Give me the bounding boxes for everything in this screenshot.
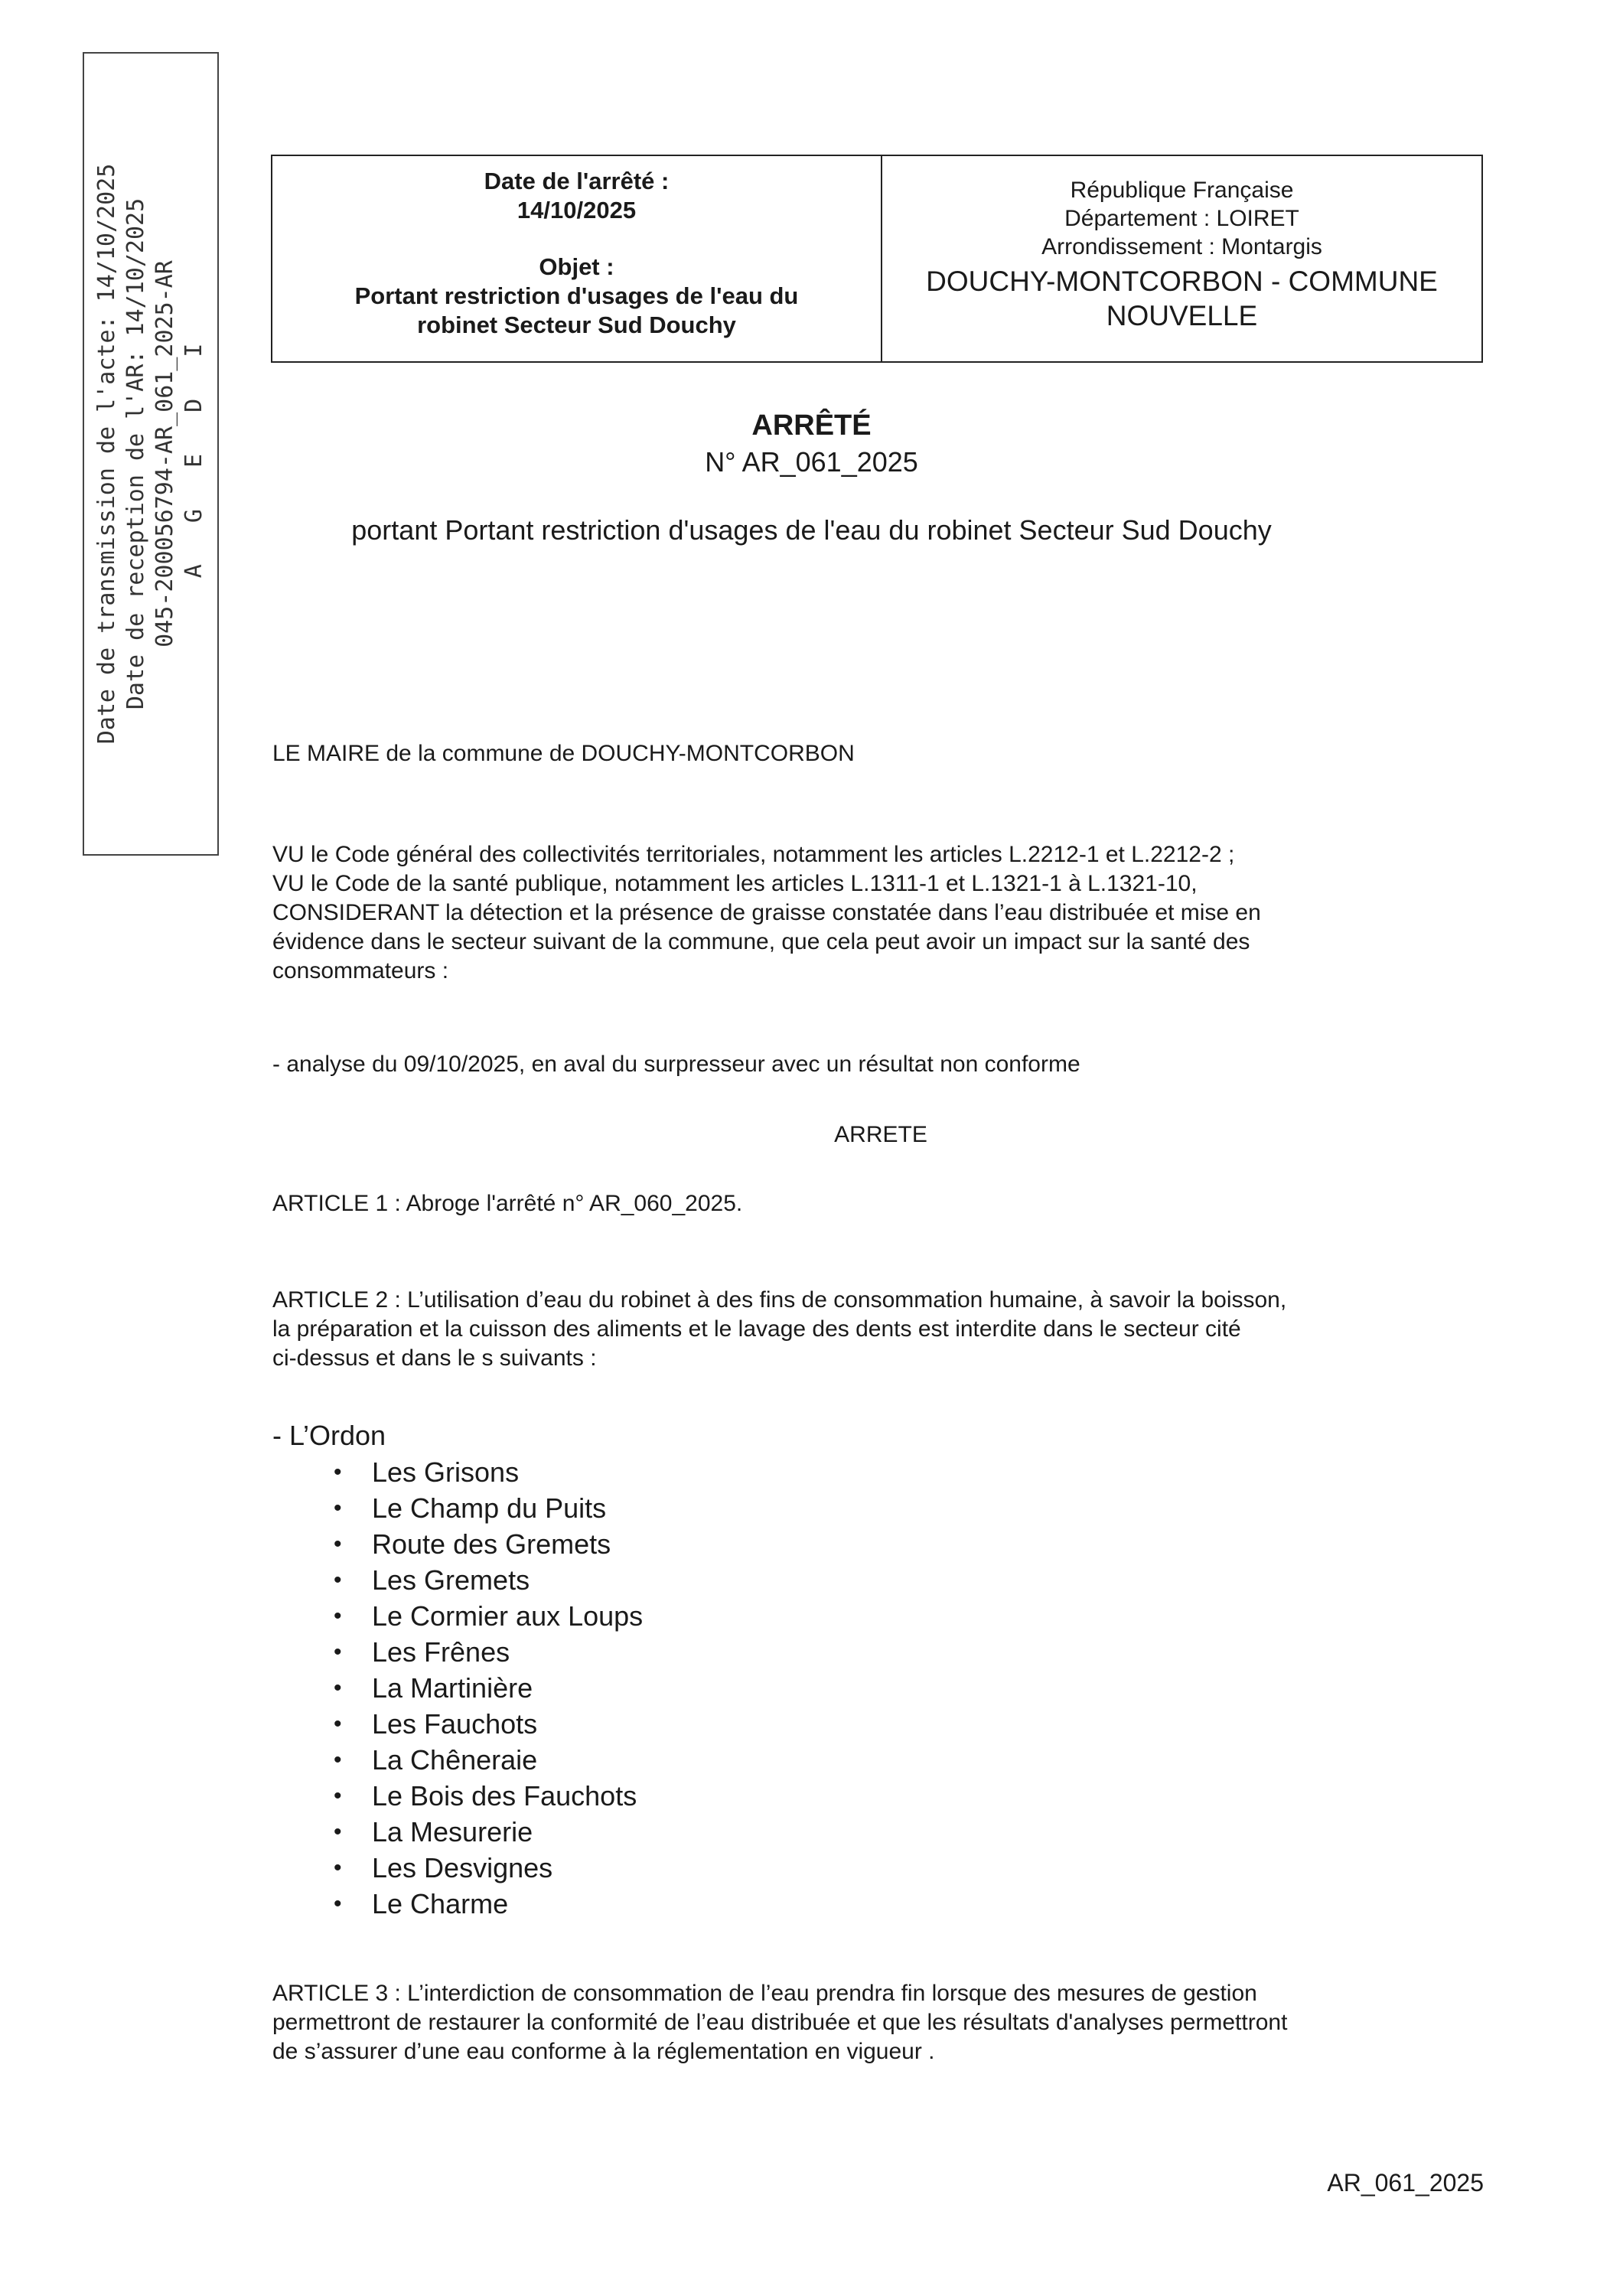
objet-label: Objet : xyxy=(539,253,614,280)
article-2-line-3: ci-dessus et dans le s suivants : xyxy=(272,1345,597,1371)
list-item: • La Mesurerie xyxy=(334,1814,643,1850)
list-item: • La Chêneraie xyxy=(334,1742,643,1778)
objet-line-2: robinet Secteur Sud Douchy xyxy=(417,311,736,338)
list-item: • Le Bois des Fauchots xyxy=(334,1778,643,1814)
header-authority xyxy=(882,156,1481,361)
article-1: ARTICLE 1 : Abroge l'arrêté n° AR_060_2025. xyxy=(272,1191,743,1216)
vu-csp: VU le Code de la santé publique, notamment les articles L.1311-1 et L.1321-1 à L.1321-10, xyxy=(272,871,1198,896)
visas-block xyxy=(272,840,1489,986)
arrondissement: Arrondissement : Montargis xyxy=(1041,234,1322,259)
arrete-heading: ARRÊTÉ xyxy=(751,409,872,442)
article-2-line-1: ARTICLE 2 : L’utilisation d’eau du robinet à des fins de consommation humaine, à savoir la boisson, xyxy=(272,1287,1287,1313)
arrete-subtitle: portant Portant restriction d'usages de l'eau du robinet Secteur Sud Douchy xyxy=(351,514,1272,546)
commune-line-2: NOUVELLE xyxy=(1106,300,1258,331)
considerant-line-1: CONSIDERANT la détection et la présence de graisse constatée dans l’eau distribuée et mise en xyxy=(272,900,1261,925)
list-item: • Les Fauchots xyxy=(334,1706,643,1742)
list-item: • Le Cormier aux Loups xyxy=(334,1598,643,1634)
page-title xyxy=(0,407,1623,481)
article-2-line-2: la préparation et la cuisson des aliments et le lavage des dents est interdite dans le secteur cité xyxy=(272,1316,1241,1342)
article-3-line-3: de s’assurer d’une eau conforme à la réglementation en vigueur . xyxy=(272,2039,935,2064)
arrete-number: N° AR_061_2025 xyxy=(705,446,918,478)
footer-reference: AR_061_2025 xyxy=(1327,2169,1484,2197)
list-item: • Les Desvignes xyxy=(334,1850,643,1886)
header-box xyxy=(271,155,1483,363)
list-item: • Les Gremets xyxy=(334,1562,643,1598)
commune-line-1: DOUCHY-MONTCORBON - COMMUNE xyxy=(926,266,1438,297)
date-label: Date de l'arrêté : xyxy=(484,168,670,194)
stamp-reception-date: Date de reception de l'AR: 14/10/2025 xyxy=(122,197,149,710)
article-3-line-1: ARTICLE 3 : L’interdiction de consommation de l’eau prendra fin lorsque des mesures de gestion xyxy=(272,1981,1257,2006)
considerant-line-2: évidence dans le secteur suivant de la commune, que cela peut avoir un impact sur la santé des xyxy=(272,929,1250,954)
arrete-word: ARRETE xyxy=(834,1122,927,1147)
stamp-act-id: 045-200056794-AR_061_2025-AR xyxy=(152,260,178,647)
vu-cgct: VU le Code général des collectivités territoriales, notamment les articles L.2212-1 et L.2212-2 ; xyxy=(272,842,1235,867)
considerant-line-3: consommateurs : xyxy=(272,958,449,983)
article-2 xyxy=(272,1286,1489,1373)
header-date-objet xyxy=(272,156,882,361)
departement: Département : LOIRET xyxy=(1064,206,1299,231)
list-item: • Les Grisons xyxy=(334,1454,643,1490)
article-3 xyxy=(272,1979,1489,2066)
list-heading: - L’Ordon xyxy=(272,1420,386,1451)
article-3-line-2: permettront de restaurer la conformité de l’eau distribuée et que les résultats d'analyses permettront xyxy=(272,2010,1288,2035)
list-item: • Le Champ du Puits xyxy=(334,1490,643,1526)
analyse-line: - analyse du 09/10/2025, en aval du surpresseur avec un résultat non conforme xyxy=(272,1052,1080,1077)
maire-line: LE MAIRE de la commune de DOUCHY-MONTCORBON xyxy=(272,741,855,766)
stamp-transmission-date: Date de transmission de l'acte: 14/10/2025 xyxy=(93,163,120,745)
list-item: • Les Frênes xyxy=(334,1634,643,1670)
lieux-list xyxy=(334,1454,643,1922)
objet-line-1: Portant restriction d'usages de l'eau du xyxy=(354,282,799,309)
date-value: 14/10/2025 xyxy=(517,197,637,223)
republique: République Française xyxy=(1070,178,1294,203)
stamp-agedi: A G E D I xyxy=(181,329,207,579)
list-item: • Route des Gremets xyxy=(334,1526,643,1562)
list-item: • Le Charme xyxy=(334,1886,643,1922)
list-item: • La Martinière xyxy=(334,1670,643,1706)
